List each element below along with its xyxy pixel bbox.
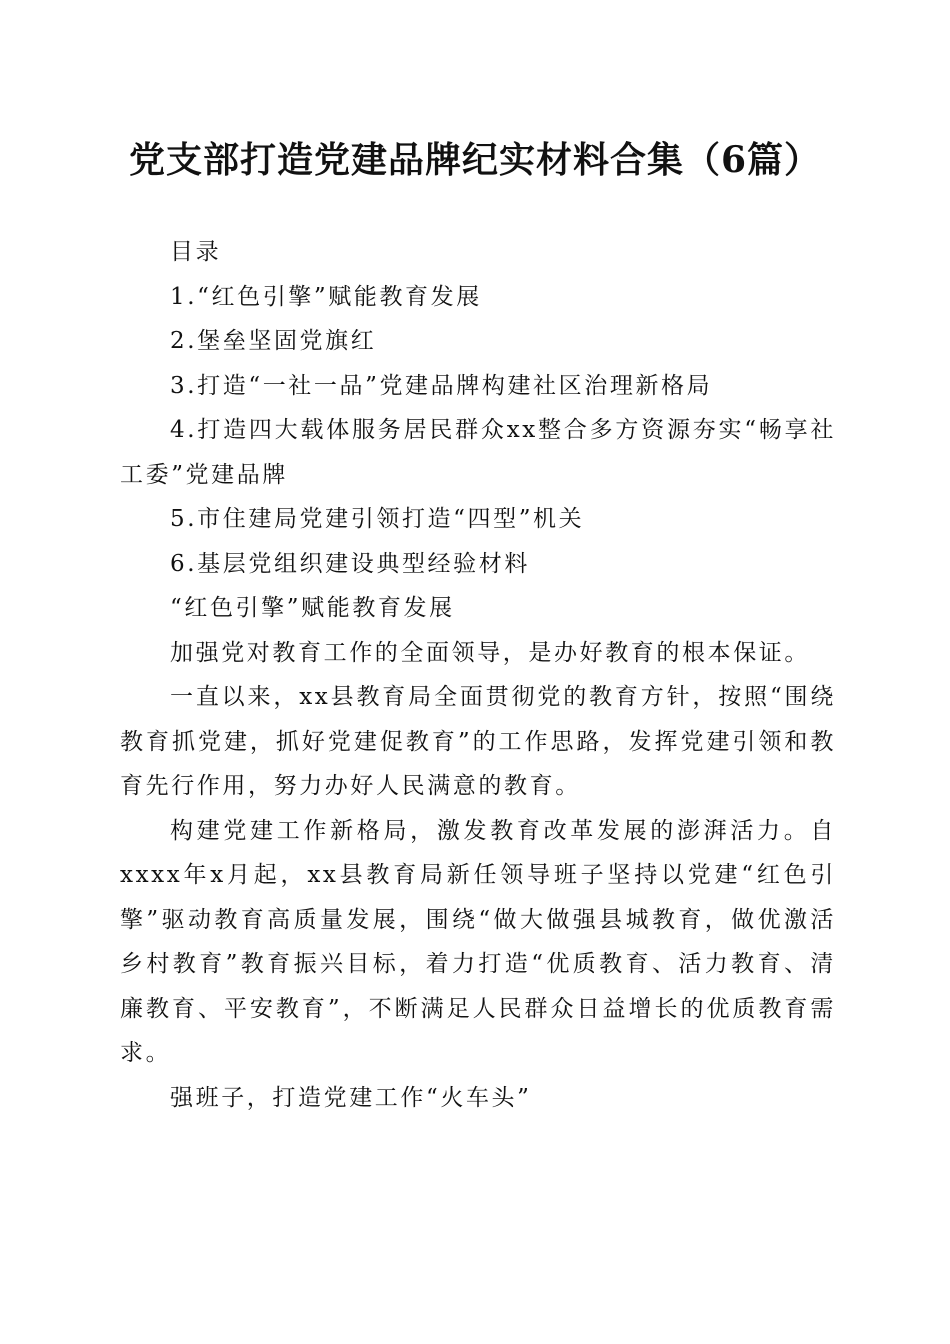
toc-item: 3.打造“一社一品”党建品牌构建社区治理新格局 xyxy=(170,372,713,399)
toc-item: 4.打造四大载体服务居民群众xx整合多方资源夯实“畅享社工委”党建品牌 xyxy=(120,417,836,488)
toc-item: 5.市住建局党建引领打造“四型”机关 xyxy=(170,506,585,532)
toc-item: 6.基层党组织建设典型经验材料 xyxy=(170,550,530,577)
toc-heading: 目录 xyxy=(170,239,222,265)
subheading: 强班子，打造党建工作“火车头” xyxy=(170,1084,532,1111)
toc-item: 1.“红色引擎”赋能教育发展 xyxy=(170,283,482,310)
paragraph: 构建党建工作新格局，激发教育改革发展的澎湃活力。自xxxx年x月起，xx县教育局新任领导班子坚持以党建“红色引擎”驱动教育高质量发展，围绕“做大做强县城教育，做优激活乡村教育”教育振兴目标，着力打造“优质教育、活力教育、清廉教育、平安教育”，不断满足人民群众日益增长的优质教育需求。 xyxy=(120,817,836,1066)
paragraph: 一直以来，xx县教育局全面贯彻党的教育方针，按照“围绕教育抓党建，抓好党建促教育”的工作思路，发挥党建引领和教育先行作用，努力办好人民满意的教育。 xyxy=(120,684,836,799)
document-body xyxy=(120,230,836,1120)
section-heading: “红色引擎”赋能教育发展 xyxy=(170,595,455,621)
toc-item: 2.堡垒坚固党旗红 xyxy=(170,328,377,354)
paragraph: 加强党对教育工作的全面领导，是办好教育的根本保证。 xyxy=(170,639,810,666)
document-title: 党支部打造党建品牌纪实材料合集（6篇） xyxy=(128,139,822,181)
